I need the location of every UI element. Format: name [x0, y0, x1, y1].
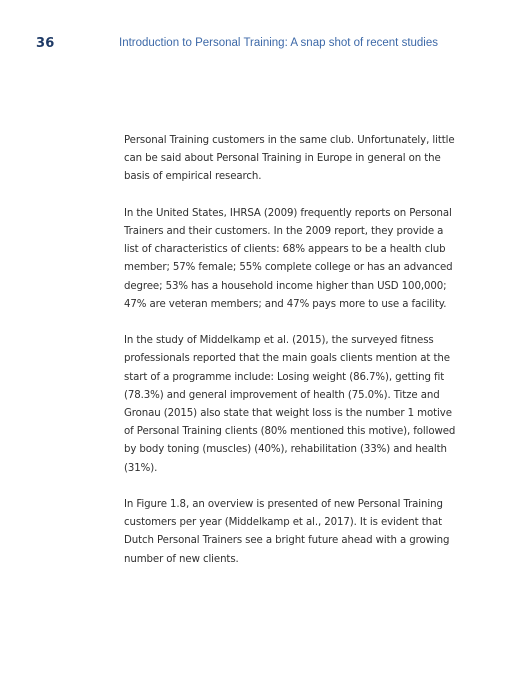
paragraph	[124, 132, 455, 187]
page-header	[36, 36, 486, 52]
text-line: Personal Training customers in the same club. Unfortunately, little	[124, 135, 455, 146]
text-line: (31%).	[124, 462, 158, 474]
paragraph	[124, 332, 456, 478]
text-line: Gronau (2015) also state that weight loss is the number 1 motive	[124, 408, 452, 420]
text-line: In Figure 1.8, an overview is presented of new Personal Training	[124, 499, 443, 511]
text-line: degree; 53% has a household income higher than USD 100,000;	[124, 280, 447, 292]
paragraph	[124, 205, 453, 314]
text-line: start of a programme include: Losing weight (86.7%), getting fit	[124, 371, 445, 383]
text-line: list of characteristics of clients: 68% appears to be a health club	[124, 244, 446, 256]
text-line: member; 57% female; 55% complete college or has an advanced	[124, 262, 453, 274]
page-number: 36	[36, 36, 55, 51]
text-line: customers per year (Middelkamp et al., 2017). It is evident that	[124, 517, 442, 529]
text-line: In the United States, IHRSA (2009) frequently reports on Personal	[124, 207, 452, 219]
text-line: by body toning (muscles) (40%), rehabilitation (33%) and health	[124, 444, 447, 456]
text-line: professionals reported that the main goals clients mention at the	[124, 353, 450, 365]
text-line: basis of empirical research.	[124, 171, 262, 183]
text-line: Trainers and their customers. In the 2009 report, they provide a	[124, 226, 444, 237]
text-line: Dutch Personal Trainers see a bright future ahead with a growing	[124, 535, 450, 547]
text-line: 47% are veteran members; and 47% pays more to use a facility.	[124, 298, 447, 310]
text-line: of Personal Training clients (80% mentioned this motive), followed	[124, 426, 456, 438]
text-line: In the study of Middelkamp et al. (2015), the surveyed fitness	[124, 335, 434, 347]
paragraph	[124, 496, 450, 569]
text-line: can be said about Personal Training in Europe in general on the	[124, 153, 441, 165]
text-line: number of new clients.	[124, 553, 239, 565]
body-text	[124, 132, 456, 587]
running-title: Introduction to Personal Training: A snap shot of recent studies	[119, 37, 439, 49]
text-line: (78.3%) and general improvement of health (75.0%). Titze and	[124, 389, 440, 401]
